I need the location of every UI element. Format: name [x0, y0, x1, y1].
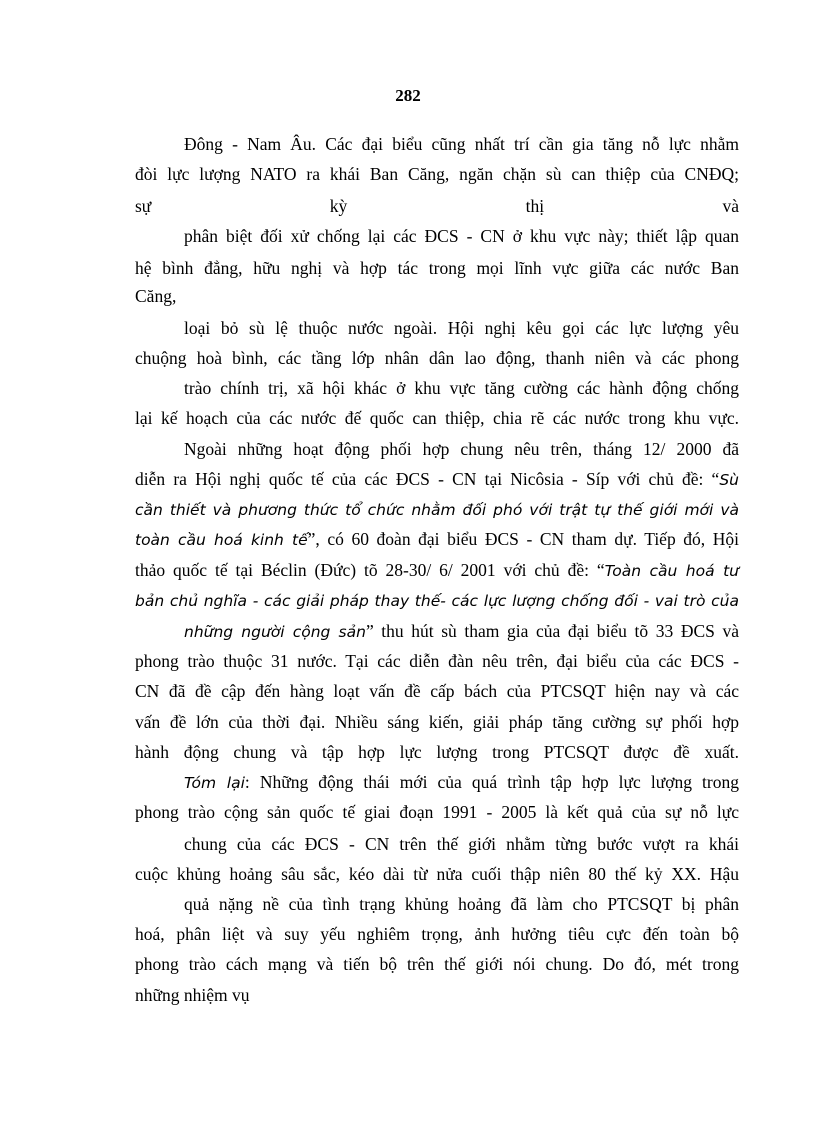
line-text: CN đã đề cập đến hàng loạt vấn đề cấp bách của PTCSQT hiện nay và các — [135, 681, 739, 701]
text-line — [135, 800, 739, 824]
text-line — [184, 132, 739, 156]
line-text: lại kế hoạch của các nước đế quốc can thiệp, chia rẽ các nước trong khu vực. — [135, 408, 739, 428]
text-line — [135, 679, 739, 703]
line-text: loại bỏ sù lệ thuộc nước ngoài. Hội nghị kêu gọi các lực lượng yêu — [184, 318, 739, 338]
italic-text: Toàn cầu hoá tư — [604, 562, 739, 580]
line-text: sự kỳ thị và — [135, 196, 739, 216]
italic-text: cần thiết và phương thức tổ chức nhằm đối phó với trật tự thế giới mới và — [135, 501, 739, 519]
page-number: 282 — [395, 86, 421, 105]
line-text: Căng, — [135, 286, 177, 306]
text-line — [135, 194, 739, 218]
line-text: quả nặng nề của tình trạng khủng hoảng đã làm cho PTCSQT bị phân — [184, 894, 739, 914]
text-line — [135, 952, 739, 976]
text-line — [135, 406, 739, 430]
line-text: phong trào thuộc 31 nước. Tại các diễn đàn nêu trên, đại biểu của các ĐCS - — [135, 651, 739, 671]
italic-text: Sù — [719, 471, 739, 489]
text-line — [135, 467, 739, 492]
line-text: diễn ra Hội nghị quốc tế của các ĐCS - CN tại Nicôsia - Síp với chủ đề: “ — [135, 469, 720, 489]
line-text: phong trào cộng sản quốc tế giai đoạn 1991 - 2005 là kết quả của sự nỗ lực — [135, 802, 739, 822]
text-line — [135, 862, 739, 886]
italic-text: toàn cầu hoá kinh tế — [135, 531, 308, 549]
text-line — [135, 922, 739, 946]
line-text: cuộc khủng hoảng sâu sắc, kéo dài từ nửa cuối thập niên 80 thế kỷ XX. Hậu — [135, 864, 739, 884]
italic-text: bản chủ nghĩa - các giải pháp thay thế- các lực lượng chống đối - vai trò của — [135, 592, 739, 610]
line-text: Ngoài những hoạt động phối hợp chung nêu trên, tháng 12/ 2000 đã — [184, 439, 739, 459]
text-line — [135, 983, 739, 1007]
text-line — [135, 284, 739, 308]
line-text: hệ bình đẳng, hữu nghị và hợp tác trong mọi lĩnh vực giữa các nước Ban — [135, 258, 739, 278]
text-line — [184, 437, 739, 461]
line-text: hành động chung và tập hợp lực lượng trong PTCSQT được đề xuất. — [135, 742, 739, 762]
text-line — [135, 527, 739, 552]
line-text: đòi lực lượng NATO ra khái Ban Căng, ngăn chặn sù can thiệp của CNĐQ; — [135, 164, 739, 184]
text-line — [135, 649, 739, 673]
line-text: thảo quốc tế tại Béclin (Đức) tõ 28-30/ 6/ 2001 với chủ đề: “ — [135, 560, 605, 580]
text-line — [135, 558, 739, 583]
text-line — [184, 892, 739, 916]
line-text: phong trào cách mạng và tiến bộ trên thế giới nói chung. Do đó, mét trong — [135, 954, 739, 974]
line-text: phân biệt đối xử chống lại các ĐCS - CN ở khu vực này; thiết lập quan — [184, 226, 739, 246]
line-text: vấn đề lớn của thời đại. Nhiều sáng kiến, giải pháp tăng cường sự phối hợp — [135, 712, 739, 732]
line-text: chuộng hoà bình, các tầng lớp nhân dân lao động, thanh niên và các phong — [135, 348, 739, 368]
text-line — [184, 619, 739, 644]
line-text: chung của các ĐCS - CN trên thế giới nhằm từng bước vượt ra khái — [184, 834, 739, 854]
text-line — [135, 162, 739, 186]
text-line — [135, 588, 739, 613]
line-text: hoá, phân liệt và suy yếu nghiêm trọng, ảnh hưởng tiêu cực đến toàn bộ — [135, 924, 739, 944]
text-line — [135, 346, 739, 370]
text-line — [135, 710, 739, 734]
line-text: : Những động thái mới của quá trình tập hợp lực lượng trong — [244, 772, 739, 792]
text-line — [184, 832, 739, 856]
text-line — [184, 770, 739, 795]
line-text: trào chính trị, xã hội khác ở khu vực tăng cường các hành động chống — [184, 378, 739, 398]
italic-text: Tóm lại — [184, 774, 245, 792]
text-line — [135, 256, 739, 280]
text-line — [135, 740, 739, 764]
text-line — [184, 224, 739, 248]
line-text: ”, có 60 đoàn đại biểu ĐCS - CN tham dự. Tiếp đó, Hội — [307, 529, 739, 549]
line-text: Đông - Nam Âu. Các đại biểu cũng nhất trí cần gia tăng nỗ lực nhằm — [184, 134, 739, 154]
line-text: ” thu hút sù tham gia của đại biểu tõ 33 ĐCS và — [365, 621, 740, 641]
text-line — [184, 376, 739, 400]
text-line — [184, 316, 739, 340]
text-line — [135, 497, 739, 522]
italic-text: những người cộng sản — [184, 623, 366, 641]
line-text: những nhiệm vụ — [135, 985, 250, 1005]
